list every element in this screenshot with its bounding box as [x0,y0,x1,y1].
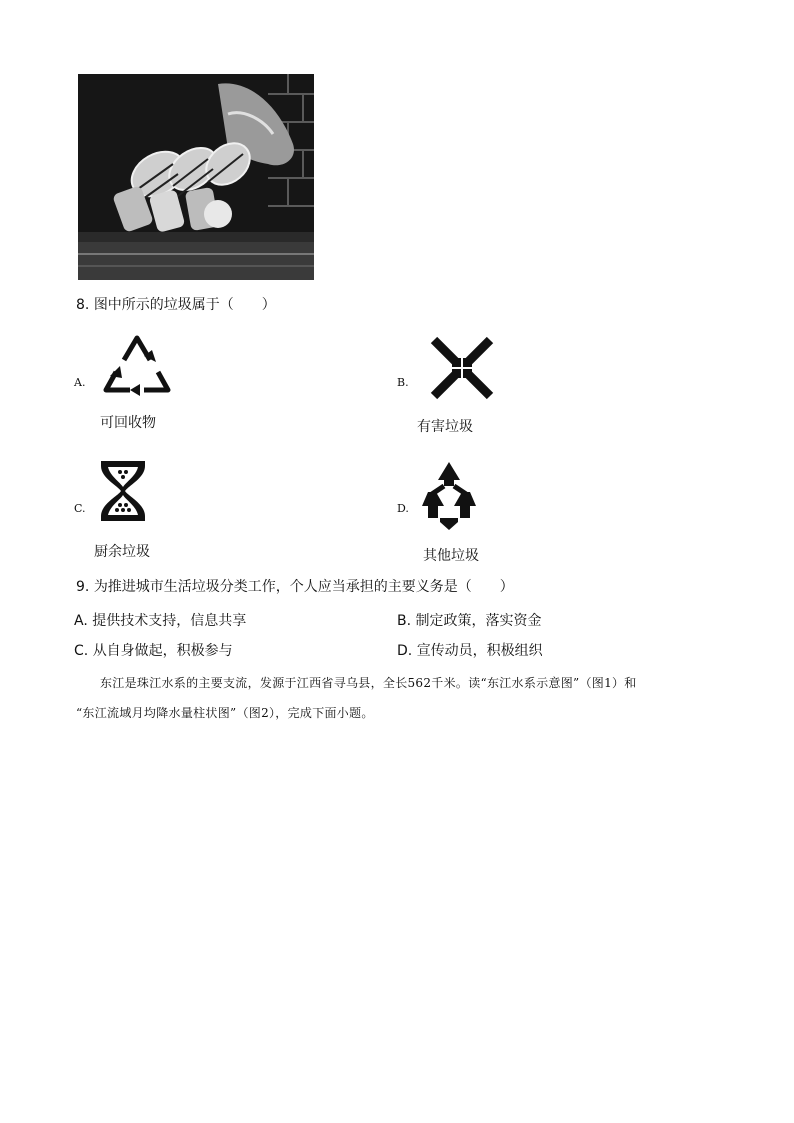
q9-option-a-text: 提供技术支持，信息共享 [92,613,247,629]
q9-option-a[interactable] [74,610,246,630]
option-a-letter[interactable]: A. [74,376,86,389]
q9-option-b[interactable] [397,610,542,630]
q9-option-d[interactable] [397,640,543,660]
option-a-caption: 可回收物 [100,415,156,431]
question-9-number: 9. [76,579,90,595]
q9-option-c-letter: C. [74,643,89,659]
question-8 [76,296,276,314]
question-8-number: 8. [76,297,90,313]
option-d-caption: 其他垃圾 [423,548,479,564]
triangle-arrows-icon [418,460,480,534]
q9-option-a-letter: A. [74,613,88,629]
question-9 [76,578,514,596]
garbage-photo [78,74,314,280]
question-9-text: 为推进城市生活垃圾分类工作，个人应当承担的主要义务是（ ） [93,579,514,595]
q9-option-c-text: 从自身做起，积极参与 [92,643,233,659]
option-c-caption: 厨余垃圾 [94,544,150,560]
passage-line-2: “东江流域月均降水量柱状图”（图2），完成下面小题。 [76,706,374,720]
recycle-arrows-icon [98,332,176,404]
q9-option-c[interactable] [74,640,233,660]
option-d-letter[interactable]: D. [397,502,409,515]
option-c-letter[interactable]: C. [74,502,86,515]
hazardous-cross-icon [428,336,496,404]
passage-line-1: 东江是珠江水系的主要支流，发源于江西省寻乌县，全长562千米。读“东江水系示意图”（图1）和 [100,676,637,690]
q9-option-d-letter: D. [397,643,413,659]
option-b-letter[interactable]: B. [397,376,409,389]
q9-option-b-text: 制定政策，落实资金 [415,613,542,629]
q9-option-b-letter: B. [397,613,412,629]
hourglass-icon [98,458,148,528]
question-8-text: 图中所示的垃圾属于（ ） [93,297,276,313]
option-b-caption: 有害垃圾 [417,419,473,435]
q9-option-d-text: 宣传动员，积极组织 [416,643,543,659]
